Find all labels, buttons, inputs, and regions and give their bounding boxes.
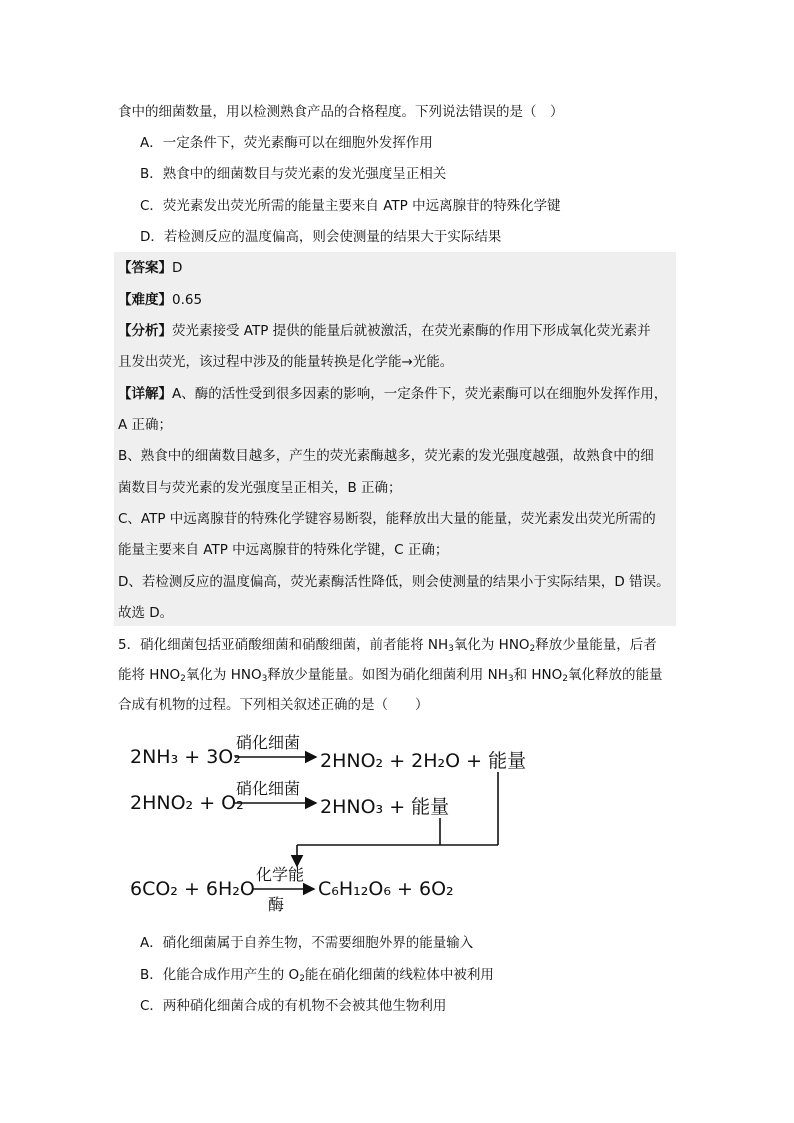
q5-l2-b-sub: 3 [261,674,268,684]
eq2-condition: 硝化细菌 [236,779,301,798]
q5-l1-a: 5．硝化细菌包括亚硝酸细菌和硝酸细菌，前者能将 NH [118,637,449,653]
answer-value: D [172,260,183,276]
q4-option-d: D．若检测反应的温度偏高，则会使测量的结果大于实际结果 [140,229,502,245]
detail-line-2: A 正确； [118,417,173,433]
detail-line-6: 能量主要来自 ATP 中远离腺苷的特殊化学键，C 正确； [118,542,449,558]
detail-line-5: C、ATP 中远离腺苷的特殊化学键容易断裂，能释放出大量的能量，荧光素发出荧光所需的 [118,511,656,527]
q5-l2-c-sub: 3 [507,674,514,684]
detail-line-8: 故选 D。 [118,605,174,621]
eq3-condition-top: 化学能 [256,865,305,884]
q5-stem-line-3: 合成有机物的过程。下列相关叙述正确的是（ ） [118,697,429,713]
q4-option-a: A．一定条件下，荧光素酶可以在细胞外发挥作用 [140,135,433,151]
difficulty-tag: 【难度】 [118,292,172,308]
q5-option-b-sub: 2 [299,974,305,984]
q4-option-b: B．熟食中的细菌数目与荧光素的发光强度呈正相关 [140,166,447,182]
q5-l2-e: 氧化释放的能量 [568,667,663,683]
q5-l1-b: 氧化为 HNO [453,637,530,653]
q5-l1-c: 释放少量能量，后者 [535,637,657,653]
analysis-text-1: 荧光素接受 ATP 提供的能量后就被激活，在荧光素酶的作用下形成氧化荧光素并 [172,323,651,339]
q5-option-b-a: B．化能合成作用产生的 O [140,967,300,983]
q4-option-c: C．荧光素发出荧光所需的能量主要来自 ATP 中远离腺苷的特殊化学键 [140,198,561,214]
detail-line-4: 菌数目与荧光素的发光强度呈正相关，B 正确； [118,480,402,496]
eq3-condition-bottom: 酶 [268,895,285,914]
q5-option-b [140,965,494,985]
q5-option-b-b: 能在硝化细菌的线粒体中被利用 [304,967,494,983]
eq1-condition: 硝化细菌 [236,733,301,752]
q5-l1-b-sub: 2 [529,644,536,654]
q5-l2-b: 氧化为 HNO [185,667,262,683]
q5-l2-d-sub: 2 [562,674,568,684]
q5-l2-c: 释放少量能量。如图为硝化细菌利用 NH [267,667,508,683]
eq3-right: C₆H₁₂O₆ + 6O₂ [318,878,454,900]
q5-option-a: A．硝化细菌属于自养生物，不需要细胞外界的能量输入 [140,935,474,951]
detail-text-1: A、酶的活性受到很多因素的影响，一定条件下，荧光素酶可以在细胞外发挥作用， [172,386,668,402]
question4-stem: 食中的细菌数量，用以检测熟食产品的合格程度。下列说法错误的是（ ） [118,104,564,120]
eq3-left: 6CO₂ + 6H₂O [130,878,255,900]
q5-l2-a: 能将 HNO [118,667,181,683]
eq1-left: 2NH₃ + 3O₂ [130,746,241,768]
detail-line-3: B、熟食中的细菌数目越多，产生的荧光素酶越多，荧光素的发光强度越强，故熟食中的细 [118,448,654,464]
q5-l2-a-sub: 2 [180,674,186,684]
detail-tag: 【详解】 [118,386,172,402]
eq2-right: 2HNO₃ + 能量 [320,796,450,818]
answer-tag: 【答案】 [118,260,172,276]
difficulty-value: 0.65 [172,292,203,308]
q5-l1-a-sub: 3 [448,644,454,654]
eq1-right: 2HNO₂ + 2H₂O + 能量 [320,750,527,772]
q5-option-c: C．两种硝化细菌合成的有机物不会被其他生物利用 [140,998,447,1014]
eq2-left: 2HNO₂ + O₂ [130,792,244,814]
analysis-tag: 【分析】 [118,323,172,339]
detail-line-7: D、若检测反应的温度偏高，荧光素酶活性降低，则会使测量的结果小于实际结果，D 错误。 [118,574,670,590]
q5-l2-d: 和 HNO [513,667,563,683]
analysis-line-2: 且发出荧光，该过程中涉及的能量转换是化学能→光能。 [118,354,454,370]
